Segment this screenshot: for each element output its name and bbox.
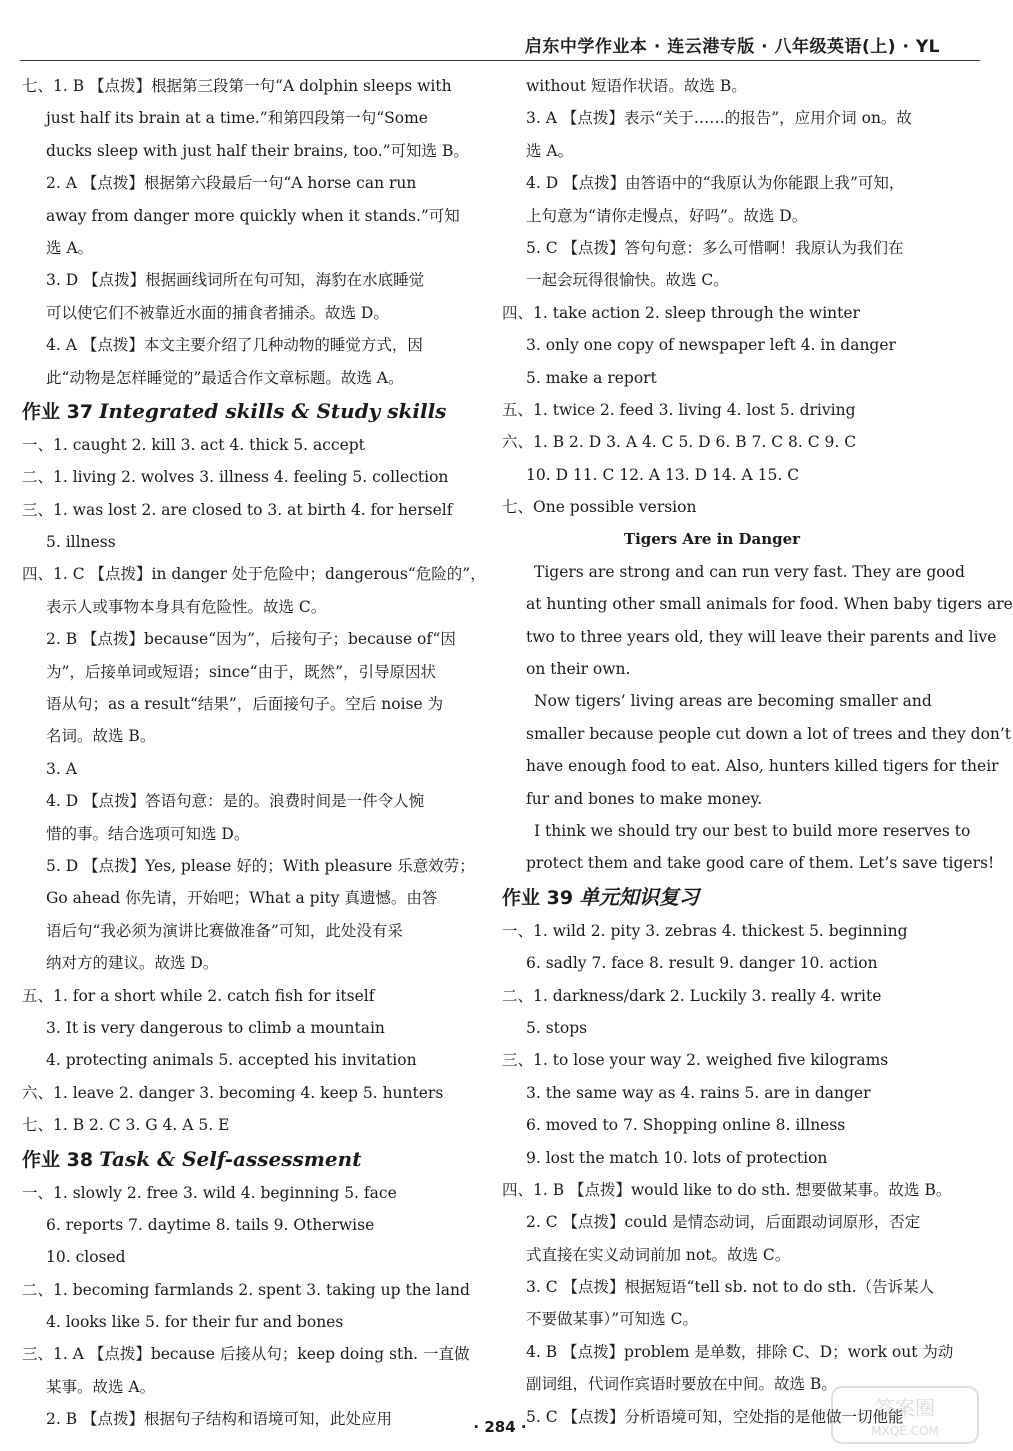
answer-line: 5. D 【点拨】Yes, please 好的；With pleasure 乐意效劳； xyxy=(46,856,475,875)
answer-line: 二、1. becoming farmlands 2. spent 3. taking up the land xyxy=(22,1280,470,1299)
answer-line: 6. reports 7. daytime 8. tails 9. Otherwise xyxy=(46,1215,375,1234)
answer-line: 3. only one copy of newspaper left 4. in danger xyxy=(526,336,896,355)
answer-line: 不要做某事）”可知选 C。 xyxy=(526,1310,698,1329)
answer-line: 二、1. living 2. wolves 3. illness 4. feeling 5. collection xyxy=(22,468,449,487)
answer-line: 上句意为“请你走慢点，好吗”。故选 D。 xyxy=(526,206,808,225)
answer-line: 4. looks like 5. for their fur and bones xyxy=(46,1313,344,1332)
answer-line: 9. lost the match 10. lots of protection xyxy=(526,1148,828,1167)
answer-line: two to three years old, they will leave their parents and live xyxy=(526,627,997,646)
answer-line: 四、1. C 【点拨】in danger 处于危险中；dangerous“危险的”， xyxy=(22,565,486,584)
answer-line: 5. illness xyxy=(46,533,116,552)
answer-line: 纳对方的建议。故选 D。 xyxy=(46,954,219,973)
header-title: 启东中学作业本 · 连云港专版 · 八年级英语(上) · YL xyxy=(524,37,940,57)
answer-line: ducks sleep with just half their brains, too.”可知选 B。 xyxy=(46,141,469,160)
answer-line: 六、1. leave 2. danger 3. becoming 4. keep 5. hunters xyxy=(22,1083,444,1102)
answer-line: protect them and take good care of them. Let’s save tigers! xyxy=(526,854,995,873)
answer-line: 5. C 【点拨】答句句意：多么可惜啊！我原认为我们在 xyxy=(526,238,904,257)
section-heading: 作业 38 Task & Self-assessment xyxy=(22,1146,362,1171)
answer-line: 5. C 【点拨】分析语境可知，空处指的是他做一切他能 xyxy=(526,1407,904,1426)
answer-line: 6. moved to 7. Shopping online 8. illness xyxy=(526,1116,846,1135)
answer-line: 式直接在实义动词前加 not。故选 C。 xyxy=(526,1245,791,1264)
svg-text:MXQE.COM: MXQE.COM xyxy=(871,1424,939,1438)
answer-line: 3. C 【点拨】根据短语“tell sb. not to do sth.（告诉某人 xyxy=(526,1278,935,1297)
answer-line: 四、1. B 【点拨】would like to do sth. 想要做某事。故选 B。 xyxy=(502,1180,952,1199)
answer-line: 3. the same way as 4. rains 5. are in danger xyxy=(526,1083,871,1102)
answer-line: Now tigers’ living areas are becoming smaller and xyxy=(534,692,932,711)
answer-line: 3. A xyxy=(46,759,77,778)
answer-line: 四、1. take action 2. sleep through the winter xyxy=(502,303,860,322)
answer-line: I think we should try our best to build more reserves to xyxy=(534,821,971,840)
answer-line: 3. It is very dangerous to climb a mountain xyxy=(46,1018,385,1037)
answer-line: 4. D 【点拨】答语句意：是的。浪费时间是一件令人惋 xyxy=(46,792,425,811)
answer-line: 一、1. slowly 2. free 3. wild 4. beginning 5. face xyxy=(22,1183,397,1202)
answer-line: 5. stops xyxy=(526,1018,588,1037)
answer-line: 三、1. to lose your way 2. weighed five kilograms xyxy=(502,1051,889,1070)
answer-line: 4. protecting animals 5. accepted his invitation xyxy=(46,1051,417,1070)
answer-line: 名词。故选 B。 xyxy=(46,727,156,746)
answer-line: 2. C 【点拨】could 是情态动词，后面跟动词原形，否定 xyxy=(526,1213,921,1232)
answer-line: away from danger more quickly when it stands.”可知 xyxy=(46,206,460,225)
answer-line: 语后句“我必须为演讲比赛做准备”可知，此处没有采 xyxy=(46,921,403,940)
page-number: · 284 · xyxy=(473,1418,527,1436)
svg-text:答案圈: 答案圈 xyxy=(875,1396,935,1420)
answer-line: 七、1. B 【点拨】根据第三段第一句“A dolphin sleeps with xyxy=(22,77,452,95)
answer-line: 10. closed xyxy=(46,1248,126,1267)
answer-line: 副词组，代词作宾语时要放在中间。故选 B。 xyxy=(526,1375,837,1394)
answer-line: 选 A。 xyxy=(46,238,94,257)
answer-line: 惜的事。结合选项可知选 D。 xyxy=(46,824,250,843)
answer-line: 此“动物是怎样睡觉的”最适合作文章标题。故选 A。 xyxy=(46,368,404,387)
answer-line: 二、1. darkness/dark 2. Luckily 3. really 4. write xyxy=(502,986,882,1005)
answer-line: 5. make a report xyxy=(526,368,657,387)
answer-line: without 短语作状语。故选 B。 xyxy=(526,77,747,95)
answer-line: 一起会玩得很愉快。故选 C。 xyxy=(526,271,729,290)
answer-line: 10. D 11. C 12. A 13. D 14. A 15. C xyxy=(526,465,800,484)
left-column xyxy=(22,70,486,1436)
answer-line: 选 A。 xyxy=(526,141,574,160)
answer-line: Tigers Are in Danger xyxy=(623,530,801,549)
answer-line: just half its brain at a time.”和第四段第一句“Some xyxy=(46,109,428,128)
answer-line: 2. A 【点拨】根据第六段最后一句“A horse can run xyxy=(46,174,417,193)
answer-line: on their own. xyxy=(526,660,631,679)
answer-line: 3. A 【点拨】表示“关于……的报告”，应用介词 on。故 xyxy=(526,109,912,128)
answer-line: 2. B 【点拨】根据句子结构和语境可知，此处应用 xyxy=(46,1410,393,1429)
answer-line: have enough food to eat. Also, hunters killed tigers for their xyxy=(526,757,999,776)
answer-line: Tigers are strong and can run very fast. They are good xyxy=(534,562,965,581)
answer-line: 三、1. was lost 2. are closed to 3. at birth 4. for herself xyxy=(22,500,453,519)
answer-line: 三、1. A 【点拨】because 后接从句；keep doing sth. 一直做 xyxy=(22,1345,470,1364)
answer-line: 为”，后接单词或短语；since“由于，既然”，引导原因状 xyxy=(46,662,437,681)
answer-line: 一、1. caught 2. kill 3. act 4. thick 5. accept xyxy=(22,435,365,454)
answer-line: at hunting other small animals for food. When baby tigers are xyxy=(526,595,1013,614)
answer-line: 七、One possible version xyxy=(502,498,697,517)
answer-line: 六、1. B 2. D 3. A 4. C 5. D 6. B 7. C 8. C 9. C xyxy=(502,433,857,452)
watermark-logo xyxy=(830,1385,980,1445)
answer-line: smaller because people cut down a lot of trees and they don’t xyxy=(526,724,1012,743)
answer-line: 表示人或事物本身具有危险性。故选 C。 xyxy=(46,597,327,616)
answer-line: 一、1. wild 2. pity 3. zebras 4. thickest 5. beginning xyxy=(502,921,908,940)
answer-line: Go ahead 你先请，开始吧；What a pity 真遗憾。由答 xyxy=(46,889,438,908)
answer-line: 4. B 【点拨】problem 是单数，排除 C、D；work out 为动 xyxy=(526,1342,954,1361)
section-heading: 作业 39 单元知识复习 xyxy=(502,884,700,909)
answer-line: fur and bones to make money. xyxy=(526,789,763,808)
section-heading: 作业 37 Integrated skills & Study skills xyxy=(22,398,447,423)
answer-line: 4. D 【点拨】由答语中的“我原认为你能跟上我”可知， xyxy=(526,174,905,193)
answer-line: 2. B 【点拨】because“因为”，后接句子；because of“因 xyxy=(46,630,456,649)
answer-line: 五、1. for a short while 2. catch fish for itself xyxy=(22,986,375,1005)
answer-line: 可以使它们不被靠近水面的捕食者捕杀。故选 D。 xyxy=(46,303,389,322)
answer-line: 4. A 【点拨】本文主要介绍了几种动物的睡觉方式，因 xyxy=(46,336,423,355)
page-header xyxy=(20,30,980,61)
answer-line: 语从句；as a result“结果”，后面接句子。空后 noise 为 xyxy=(46,695,444,714)
answer-line: 某事。故选 A。 xyxy=(46,1377,156,1396)
answer-line: 3. D 【点拨】根据画线词所在句可知，海豹在水底睡觉 xyxy=(46,271,425,290)
answer-line: 七、1. B 2. C 3. G 4. A 5. E xyxy=(22,1116,230,1135)
answer-line: 五、1. twice 2. feed 3. living 4. lost 5. driving xyxy=(502,400,856,419)
answer-line: 6. sadly 7. face 8. result 9. danger 10. action xyxy=(526,954,878,973)
